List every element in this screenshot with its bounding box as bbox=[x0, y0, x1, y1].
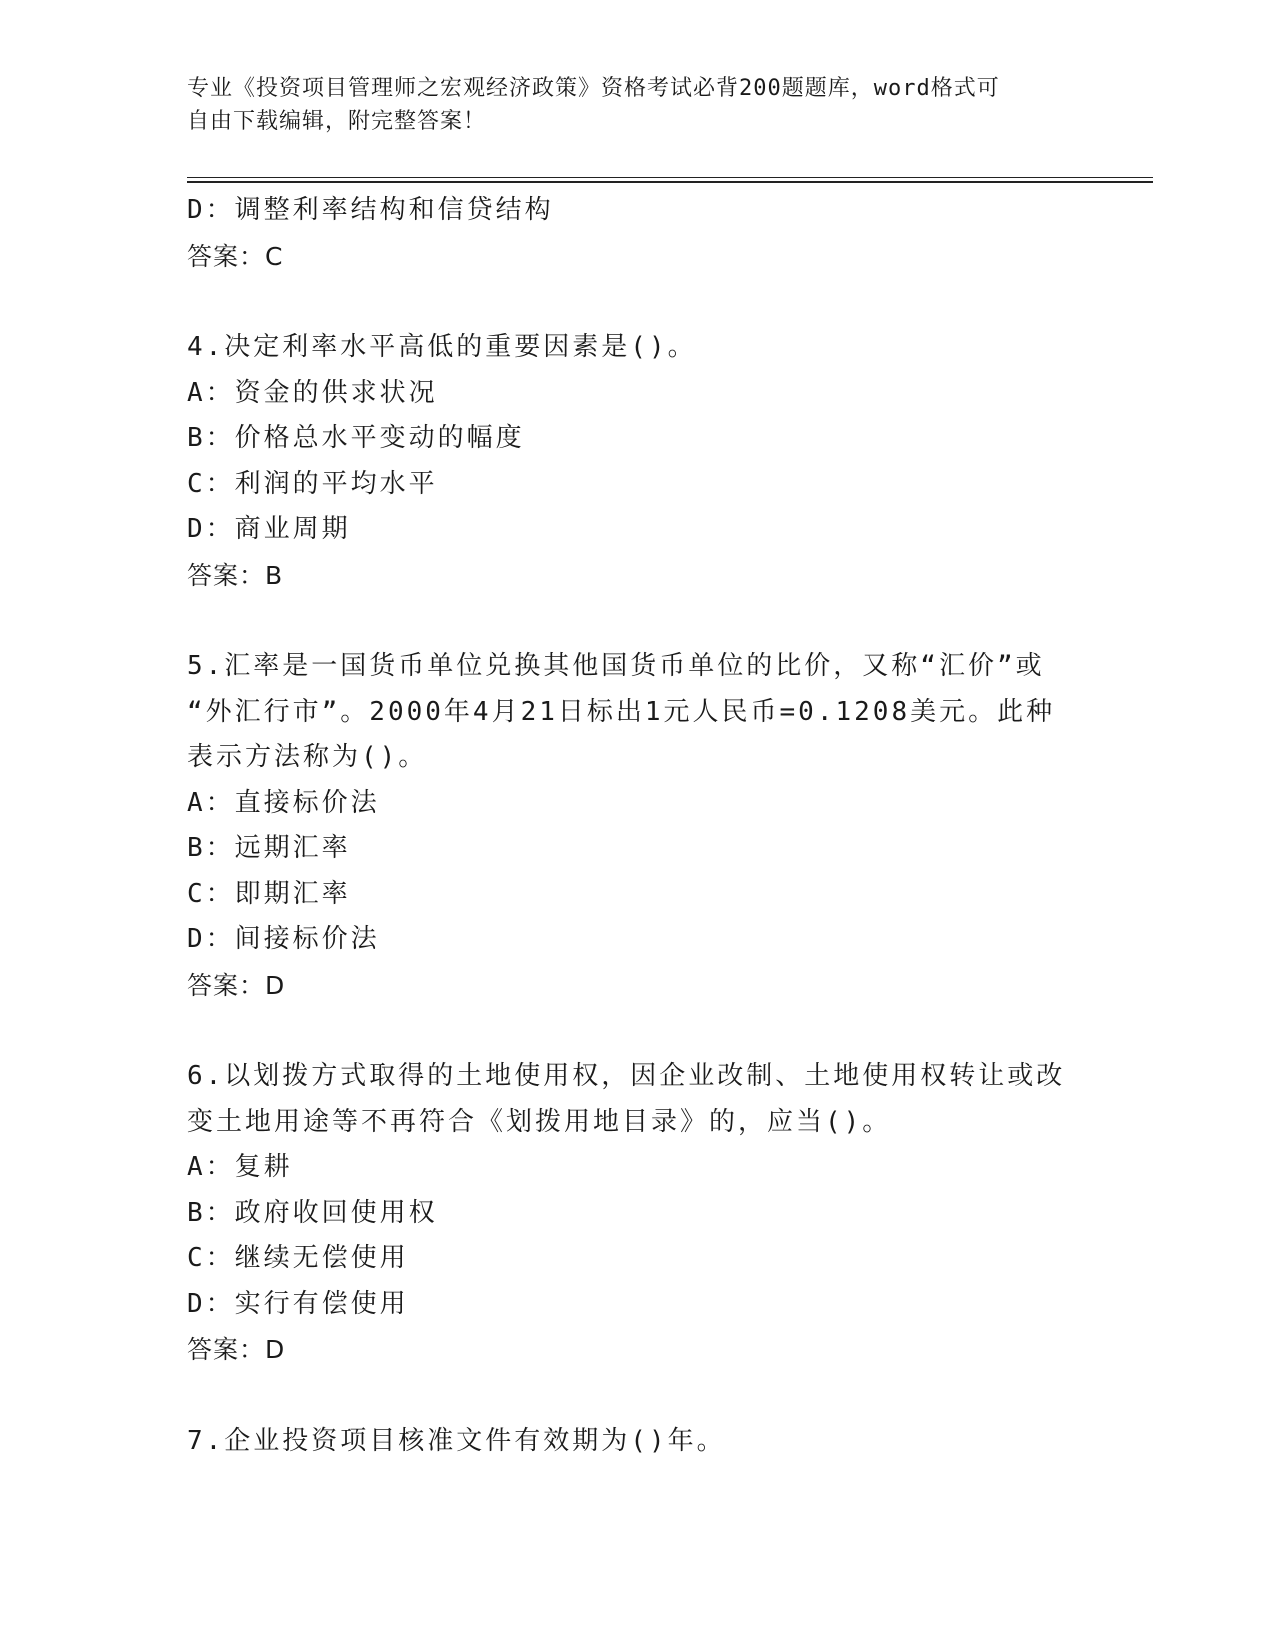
question-list bbox=[187, 188, 1087, 1464]
header-line-1: 专业《投资项目管理师之宏观经济政策》资格考试必背200题题库，word格式可 bbox=[187, 76, 1000, 101]
header-divider-thick bbox=[187, 181, 1153, 183]
option-a: A：资金的供求状况 bbox=[187, 377, 438, 408]
question-text-line: 表示方法称为()。 bbox=[187, 742, 428, 772]
question-block bbox=[187, 1419, 1087, 1465]
answer-line: 答案：C bbox=[187, 241, 284, 271]
option-d: D：间接标价法 bbox=[187, 924, 380, 954]
header-line-2: 自由下载编辑，附完整答案！ bbox=[187, 109, 487, 134]
option-c: C：利润的平均水平 bbox=[187, 468, 438, 499]
option-a: A：直接标价法 bbox=[187, 787, 380, 818]
question-block bbox=[187, 644, 1087, 1008]
question-text-line: 4.决定利率水平高低的重要因素是()。 bbox=[187, 332, 697, 362]
option-b: B：远期汇率 bbox=[187, 833, 351, 863]
question-text-line: “外汇行市”。2000年4月21日标出1元人民币=0.1208美元。此种 bbox=[187, 696, 1056, 727]
answer-line: 答案：D bbox=[187, 970, 286, 1000]
answer-line: 答案：B bbox=[187, 560, 284, 590]
question-text-line: 6.以划拨方式取得的土地使用权，因企业改制、土地使用权转让或改 bbox=[187, 1061, 1066, 1091]
question-text bbox=[187, 1054, 1087, 1145]
option-c: C：继续无偿使用 bbox=[187, 1243, 409, 1273]
answer-line: 答案：D bbox=[187, 1335, 286, 1364]
question-block bbox=[187, 325, 1087, 598]
question-text bbox=[187, 325, 1087, 371]
option-d: D：调整利率结构和信贷结构 bbox=[187, 195, 554, 225]
question-block-partial bbox=[187, 188, 1087, 279]
option-b: B：政府收回使用权 bbox=[187, 1197, 438, 1228]
option-b: B：价格总水平变动的幅度 bbox=[187, 423, 525, 453]
question-block bbox=[187, 1054, 1087, 1373]
option-a: A：复耕 bbox=[187, 1152, 293, 1182]
option-d: D：商业周期 bbox=[187, 514, 351, 544]
header-divider-thin bbox=[187, 177, 1153, 178]
question-text-line: 变土地用途等不再符合《划拨用地目录》的，应当()。 bbox=[187, 1106, 892, 1137]
question-text bbox=[187, 644, 1087, 781]
document-header bbox=[187, 72, 1087, 138]
question-text bbox=[187, 1419, 1087, 1465]
question-text-line: 7.企业投资项目核准文件有效期为()年。 bbox=[187, 1425, 726, 1456]
option-d: D：实行有偿使用 bbox=[187, 1288, 409, 1319]
question-text-line: 5.汇率是一国货币单位兑换其他国货币单位的比价，又称“汇价”或 bbox=[187, 651, 1045, 681]
option-c: C：即期汇率 bbox=[187, 878, 351, 909]
